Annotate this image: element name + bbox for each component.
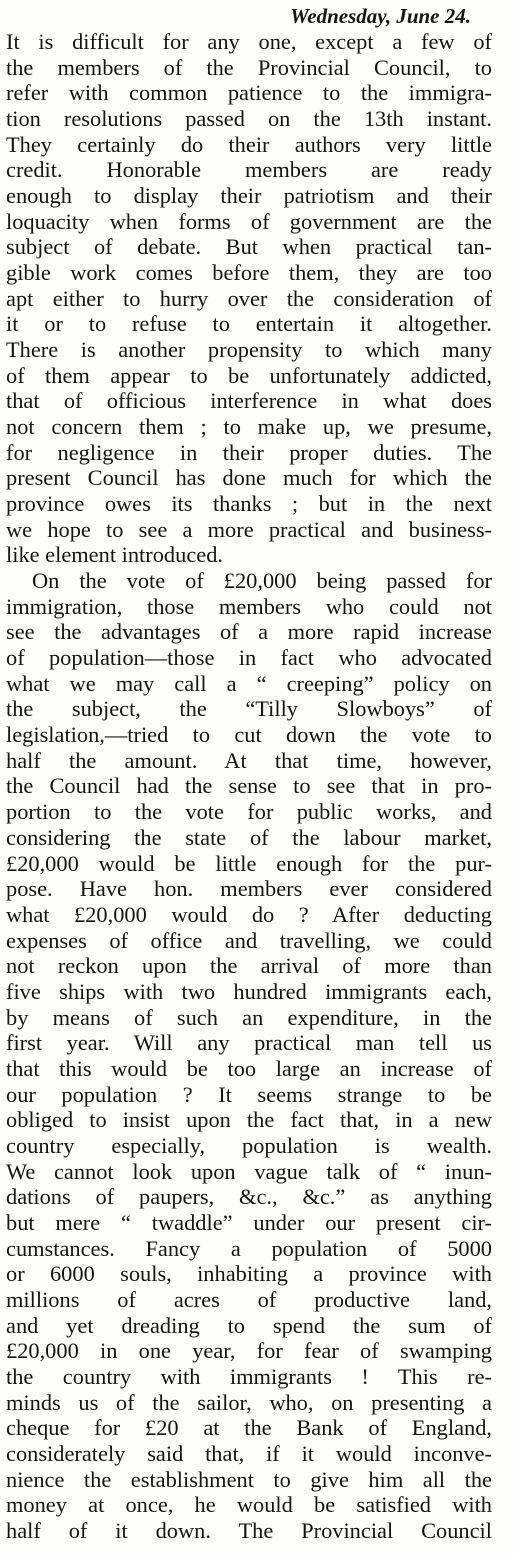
text-line: present Council has done much for which the <box>6 465 492 491</box>
text-line: apt either to hurry over the consideration of <box>6 285 492 311</box>
text-line: half of it down. The Provincial Council <box>6 1517 492 1543</box>
text-line: by means of such an expenditure, in the <box>6 1004 492 1030</box>
text-line: province owes its thanks ; but in the next <box>6 491 492 517</box>
text-line: we hope to see a more practical and business- <box>6 516 492 542</box>
text-line: what £20,000 would do ? After deducting <box>6 901 492 927</box>
text-line: considering the state of the labour market, <box>6 824 492 850</box>
text-line: We cannot look upon vague talk of “ inun- <box>6 1158 492 1184</box>
text-line: On the vote of £20,000 being passed for <box>32 568 492 594</box>
text-line: of them appear to be unfortunately addicted, <box>6 362 492 388</box>
text-line: not reckon upon the arrival of more than <box>6 953 492 979</box>
text-line: There is another propensity to which many <box>6 337 492 363</box>
text-line: £20,000 would be little enough for the pur- <box>6 850 492 876</box>
text-line: £20,000 in one year, for fear of swamping <box>6 1338 492 1364</box>
text-line: obliged to insist upon the fact that, in a new <box>6 1107 492 1133</box>
text-line: half the amount. At that time, however, <box>6 747 492 773</box>
text-line: the country with immigrants ! This re- <box>6 1363 492 1389</box>
paragraph-1 <box>6 29 492 568</box>
text-line: expenses of office and travelling, we could <box>6 927 492 953</box>
text-line: They certainly do their authors very little <box>6 131 492 157</box>
text-line: considerately said that, if it would inconve- <box>6 1440 492 1466</box>
text-line: cumstances. Fancy a population of 5000 <box>6 1235 492 1261</box>
text-line: or 6000 souls, inhabiting a province with <box>6 1261 492 1287</box>
text-line: our population ? It seems strange to be <box>6 1081 492 1107</box>
dateline: Wednesday, June 24. <box>290 4 471 28</box>
text-line: like element introduced. <box>6 542 223 568</box>
text-line: refer with common patience to the immigra- <box>6 80 492 106</box>
text-line: legislation,—tried to cut down the vote to <box>6 722 492 748</box>
text-line: pose. Have hon. members ever considered <box>6 876 492 902</box>
text-line: and yet dreading to spend the sum of <box>6 1312 492 1338</box>
text-line: tion resolutions passed on the 13th instant. <box>6 106 492 132</box>
text-line: immigration, those members who could not <box>6 593 492 619</box>
text-line: the subject, the “Tilly Slowboys” of <box>6 696 492 722</box>
text-line: the Council had the sense to see that in pro- <box>6 773 492 799</box>
text-line: not concern them ; to make up, we presume, <box>6 414 492 440</box>
text-line: credit. Honorable members are ready <box>6 157 492 183</box>
text-line: enough to display their patriotism and their <box>6 183 492 209</box>
text-line: it or to refuse to entertain it altogether. <box>6 311 492 337</box>
text-line: gible work comes before them, they are too <box>6 260 492 286</box>
text-line: subject of debate. But when practical tan- <box>6 234 492 260</box>
text-line: millions of acres of productive land, <box>6 1286 492 1312</box>
text-line: money at once, he would be satisfied with <box>6 1492 492 1518</box>
article-column <box>6 29 492 1544</box>
text-line: what we may call a “ creeping” policy on <box>6 670 492 696</box>
text-line: minds us of the sailor, who, on presenting a <box>6 1389 492 1415</box>
text-line: of population—those in fact who advocated <box>6 645 492 671</box>
text-line: for negligence in their proper duties. The <box>6 439 492 465</box>
text-line: portion to the vote for public works, and <box>6 799 492 825</box>
text-line: dations of paupers, &c., &c.” as anything <box>6 1184 492 1210</box>
text-line: five ships with two hundred immigrants each, <box>6 978 492 1004</box>
text-line: first year. Will any practical man tell us <box>6 1030 492 1056</box>
text-line: loquacity when forms of government are the <box>6 208 492 234</box>
paragraph-2 <box>6 568 492 1544</box>
text-line: the members of the Provincial Council, to <box>6 54 492 80</box>
text-line: but mere “ twaddle” under our present cir- <box>6 1209 492 1235</box>
text-line: country especially, population is wealth. <box>6 1132 492 1158</box>
text-line: cheque for £20 at the Bank of England, <box>6 1415 492 1441</box>
text-line: nience the establishment to give him all the <box>6 1466 492 1492</box>
text-line: that of officious interference in what does <box>6 388 492 414</box>
text-line: see the advantages of a more rapid increase <box>6 619 492 645</box>
text-line: It is difficult for any one, except a few of <box>6 29 492 54</box>
text-line: that this would be too large an increase of <box>6 1055 492 1081</box>
